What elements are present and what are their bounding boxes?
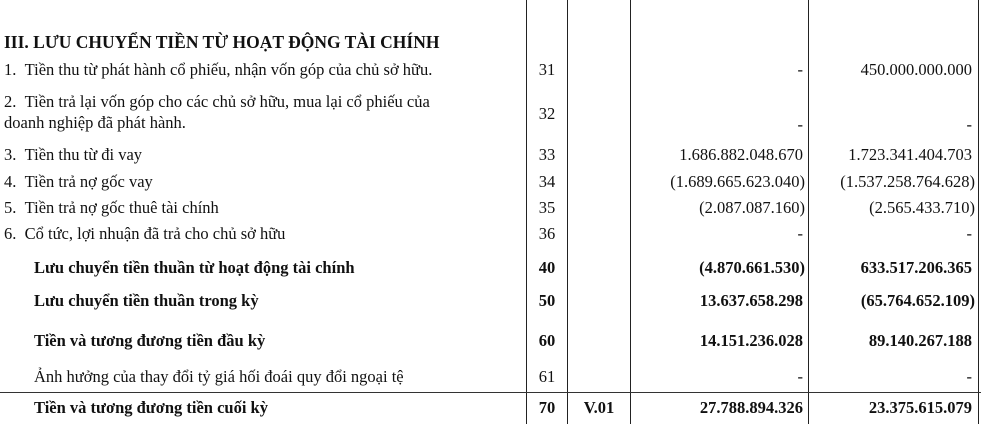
row-label: 5. Tiền trả nợ gốc thuê tài chính (4, 198, 219, 217)
total-rule (0, 392, 981, 393)
table-row (0, 92, 981, 136)
row-current-value: - (797, 60, 803, 79)
row-current-value: 27.788.894.326 (699, 398, 803, 417)
row-code: 60 (538, 331, 556, 350)
row-prior-value: - (966, 224, 972, 243)
row-label: Lưu chuyển tiền thuần trong kỳ (34, 291, 259, 310)
row-label: 6. Cổ tức, lợi nhuận đã trả cho chủ sở hữu (4, 224, 286, 243)
row-label: 3. Tiền thu từ đi vay (4, 145, 143, 164)
row-prior-value: - (966, 367, 972, 386)
row-current-value: (1.689.665.623.040) (670, 172, 805, 191)
row-label: Lưu chuyển tiền thuần từ hoạt động tài chính (34, 258, 355, 277)
row-prior-value: (2.565.433.710) (869, 198, 975, 217)
row-code: 36 (538, 224, 556, 243)
row-current-value: - (797, 367, 803, 386)
row-current-value: 13.637.658.298 (699, 291, 803, 310)
row-current-value: 1.686.882.048.670 (679, 145, 803, 164)
row-prior-value: (1.537.258.764.628) (840, 172, 975, 191)
row-prior-value: 633.517.206.365 (860, 258, 972, 277)
row-label-line1: 2. Tiền trả lại vốn góp cho các chủ sở hữu, mua lại cổ phiếu của (4, 92, 430, 111)
row-code: 50 (538, 291, 556, 310)
row-prior-value: 89.140.267.188 (868, 331, 972, 350)
row-label: Tiền và tương đương tiền đầu kỳ (34, 331, 266, 350)
row-code: 31 (538, 60, 556, 79)
row-label-line2: doanh nghiệp đã phát hành. (4, 113, 186, 132)
row-prior-value: - (966, 115, 972, 134)
row-code: 32 (538, 104, 556, 123)
row-current-value: 14.151.236.028 (699, 331, 803, 350)
row-code: 34 (538, 172, 556, 191)
row-code: 70 (538, 398, 556, 417)
section-title: III. LƯU CHUYỂN TIỀN TỪ HOẠT ĐỘNG TÀI CHÍNH (4, 32, 440, 52)
row-code: 35 (538, 198, 556, 217)
column-rule (978, 0, 979, 424)
row-prior-value: (65.764.652.109) (860, 291, 975, 310)
row-current-value: (2.087.087.160) (699, 198, 805, 217)
row-code: 61 (538, 367, 556, 386)
row-prior-value: 450.000.000.000 (860, 60, 972, 79)
column-rule (567, 0, 568, 424)
row-label: 4. Tiền trả nợ gốc vay (4, 172, 153, 191)
row-current-value: - (797, 115, 803, 134)
row-code: 40 (538, 258, 556, 277)
row-note: V.01 (583, 398, 615, 417)
row-current-value: (4.870.661.530) (699, 258, 805, 277)
row-label: 1. Tiền thu từ phát hành cổ phiếu, nhận vốn góp của chủ sở hữu. (4, 60, 433, 79)
row-code: 33 (538, 145, 556, 164)
row-label: Ảnh hưởng của thay đổi tỷ giá hối đoái quy đổi ngoại tệ (34, 367, 404, 386)
row-current-value: - (797, 224, 803, 243)
row-label: Tiền và tương đương tiền cuối kỳ (34, 398, 268, 417)
row-prior-value: 23.375.615.079 (868, 398, 972, 417)
row-prior-value: 1.723.341.404.703 (848, 145, 972, 164)
